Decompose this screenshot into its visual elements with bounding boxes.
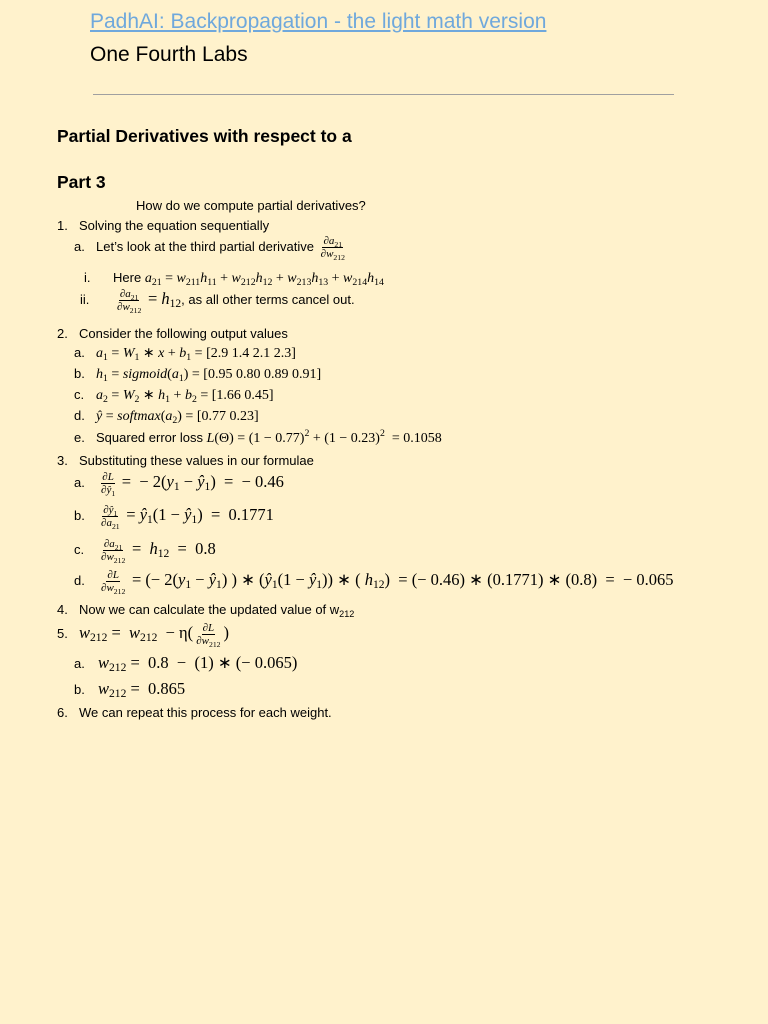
equation: $h_1$ = $sigmoid(a_1) = [0.95$ 0.80 0.89 0.91] [96, 367, 322, 384]
question-line: How do we compute partial derivatives? [136, 198, 366, 213]
equation: = $ŷ_1(1$ − $ŷ_1) = 0.1771$ [126, 504, 274, 526]
list-item-5b [74, 681, 185, 698]
list-item-3c [74, 538, 216, 563]
list-item-text: Substituting these values in our formulae [79, 453, 314, 468]
equation: = $h_{12}$ [147, 288, 182, 310]
equation: $a_1 = W_1$ ∗ $x + b_1 = [2.9$ 1.4 2.1 2.3] [96, 346, 296, 363]
list-item-text: Solving the equation sequentially [79, 218, 270, 233]
list-item-1a-ii [80, 288, 355, 313]
list-item-1a-i [84, 270, 384, 287]
list-item-1 [57, 218, 269, 234]
partial-derivative-fraction: $\frac{\partial L}{\partial w_{212}}$ [101, 569, 126, 596]
list-number: 2. [57, 326, 68, 341]
list-letter: d. [74, 408, 85, 423]
list-item-3b [74, 504, 274, 529]
list-roman: ii. [80, 291, 90, 307]
value: 0.1771 [228, 504, 274, 524]
equation: $w_{212} = 0.8 - (1)$ ∗ (− 0.065) [98, 653, 298, 674]
equation: = $h_{12} = 0.8$ [131, 538, 216, 560]
list-letter: c. [74, 541, 85, 557]
equation: $a_2 = W_2$ ∗ $h_1 + b_2 = [1.66$ 0.45] [96, 388, 274, 405]
part-heading: Part 3 [57, 172, 106, 192]
partial-derivative-fraction: $\frac{\partial a_{21}}{\partial w_{212}}$ [320, 235, 345, 262]
list-number: 6. [57, 705, 68, 720]
list-item-6 [57, 705, 332, 721]
equation: $w_{212} = w_{212} - \eta$( [79, 622, 194, 644]
partial-derivative-fraction: $\frac{\partial a_{21}}{\partial w_{212}}$ [117, 288, 142, 315]
list-item-2a [74, 345, 296, 362]
partial-derivative-fraction: $\frac{\partial L}{\partial w_{212}}$ [196, 622, 221, 649]
partial-derivative-fraction: $\frac{\partial ŷ_1}{\partial a_{21}}$ [101, 504, 120, 531]
list-number: 1. [57, 218, 68, 233]
value: 0.1058 [403, 431, 442, 446]
list-item-4: 4. Now we can calculate the updated value of $w_{212}$ [57, 602, 355, 619]
list-roman: i. [84, 270, 91, 285]
list-number: 4. [57, 602, 68, 617]
list-item-text: Squared error loss [96, 430, 203, 445]
list-letter: d. [74, 572, 85, 588]
partial-derivative-fraction: $\frac{\partial a_{21}}{\partial w_{212}}$ [101, 538, 126, 565]
value: [2.9 1.4 2.1 2.3] [206, 346, 296, 361]
list-item-text: Here [113, 270, 142, 285]
list-letter: b. [74, 507, 85, 523]
list-letter: a. [74, 656, 85, 671]
equation: $a_{21} = w_{211}h_{11} + w_{212}h_{12} + w_{213}h_{13} + w_{214}h_{14}$ [144, 271, 384, 288]
list-number: 3. [57, 453, 68, 468]
equation: $w_{212} = 0.865$ [98, 679, 186, 700]
list-item-text: Let’s look at the third partial derivative [96, 238, 314, 254]
document-title-link[interactable]: PadhAI: Backpropagation - the light math version [90, 10, 547, 33]
partial-derivative-fraction: $\frac{\partial L}{\partial ŷ_1}$ [101, 471, 116, 498]
equation: $L(\Theta) = (1 - 0.77)^2 + (1 - 0.23)^2 = 0.1058$ [206, 428, 442, 446]
list-item-5a [74, 655, 297, 672]
list-item-1a [74, 235, 348, 260]
list-letter: a. [74, 238, 85, 254]
list-item-3a [74, 471, 284, 496]
horizontal-divider [93, 94, 674, 95]
list-letter: b. [74, 682, 85, 697]
list-item-2 [57, 326, 288, 342]
value: 0.865 [148, 679, 186, 698]
section-heading: Partial Derivatives with respect to a [57, 126, 352, 146]
value: − 0.46 [241, 471, 284, 491]
value: − 0.065 [622, 569, 674, 589]
list-item-5: 5. $w_{212} = w_{212} - \eta$( $\frac{\partial L}{\partial w_{212}}$ ) [57, 622, 229, 649]
list-letter: e. [74, 430, 85, 445]
list-letter: a. [74, 345, 85, 360]
list-item-2c [74, 387, 274, 404]
list-item-text: , as all other terms cancel out. [181, 291, 355, 307]
value: [0.95 0.80 0.89 0.91] [203, 367, 322, 382]
equation: = − $2(y_1$ − $ŷ_1$) = − 0.46 [121, 471, 284, 493]
value: 0.8 [195, 538, 216, 558]
value: [1.66 0.45] [211, 388, 274, 403]
list-item-text: Consider the following output values [79, 326, 288, 341]
list-item-2e [74, 430, 442, 447]
list-number: 5. [57, 625, 68, 641]
list-item-text: Now we can calculate the updated value of w [79, 602, 340, 617]
list-item-2d [74, 408, 259, 425]
list-letter: c. [74, 387, 85, 402]
list-item-text: We can repeat this process for each weight. [79, 705, 332, 720]
value: [0.77 0.23] [196, 409, 259, 424]
equation: = (− $2(y_1$ − $ŷ_1$) ) ∗ ($ŷ_1(1$ − $ŷ_1$)) ∗ ( $h_{12}$) = (− 0.46) ∗ (0.1771) ∗ (0.8) = − 0.065 [131, 569, 674, 591]
equation: ŷ = $softmax(a_2) = [0.77$ 0.23] [96, 409, 259, 426]
document-subtitle: One Fourth Labs [90, 43, 248, 66]
list-letter: a. [74, 474, 85, 490]
list-item-3d [74, 569, 674, 594]
list-letter: b. [74, 366, 85, 381]
list-item-2b [74, 366, 321, 383]
list-item-3 [57, 453, 314, 469]
